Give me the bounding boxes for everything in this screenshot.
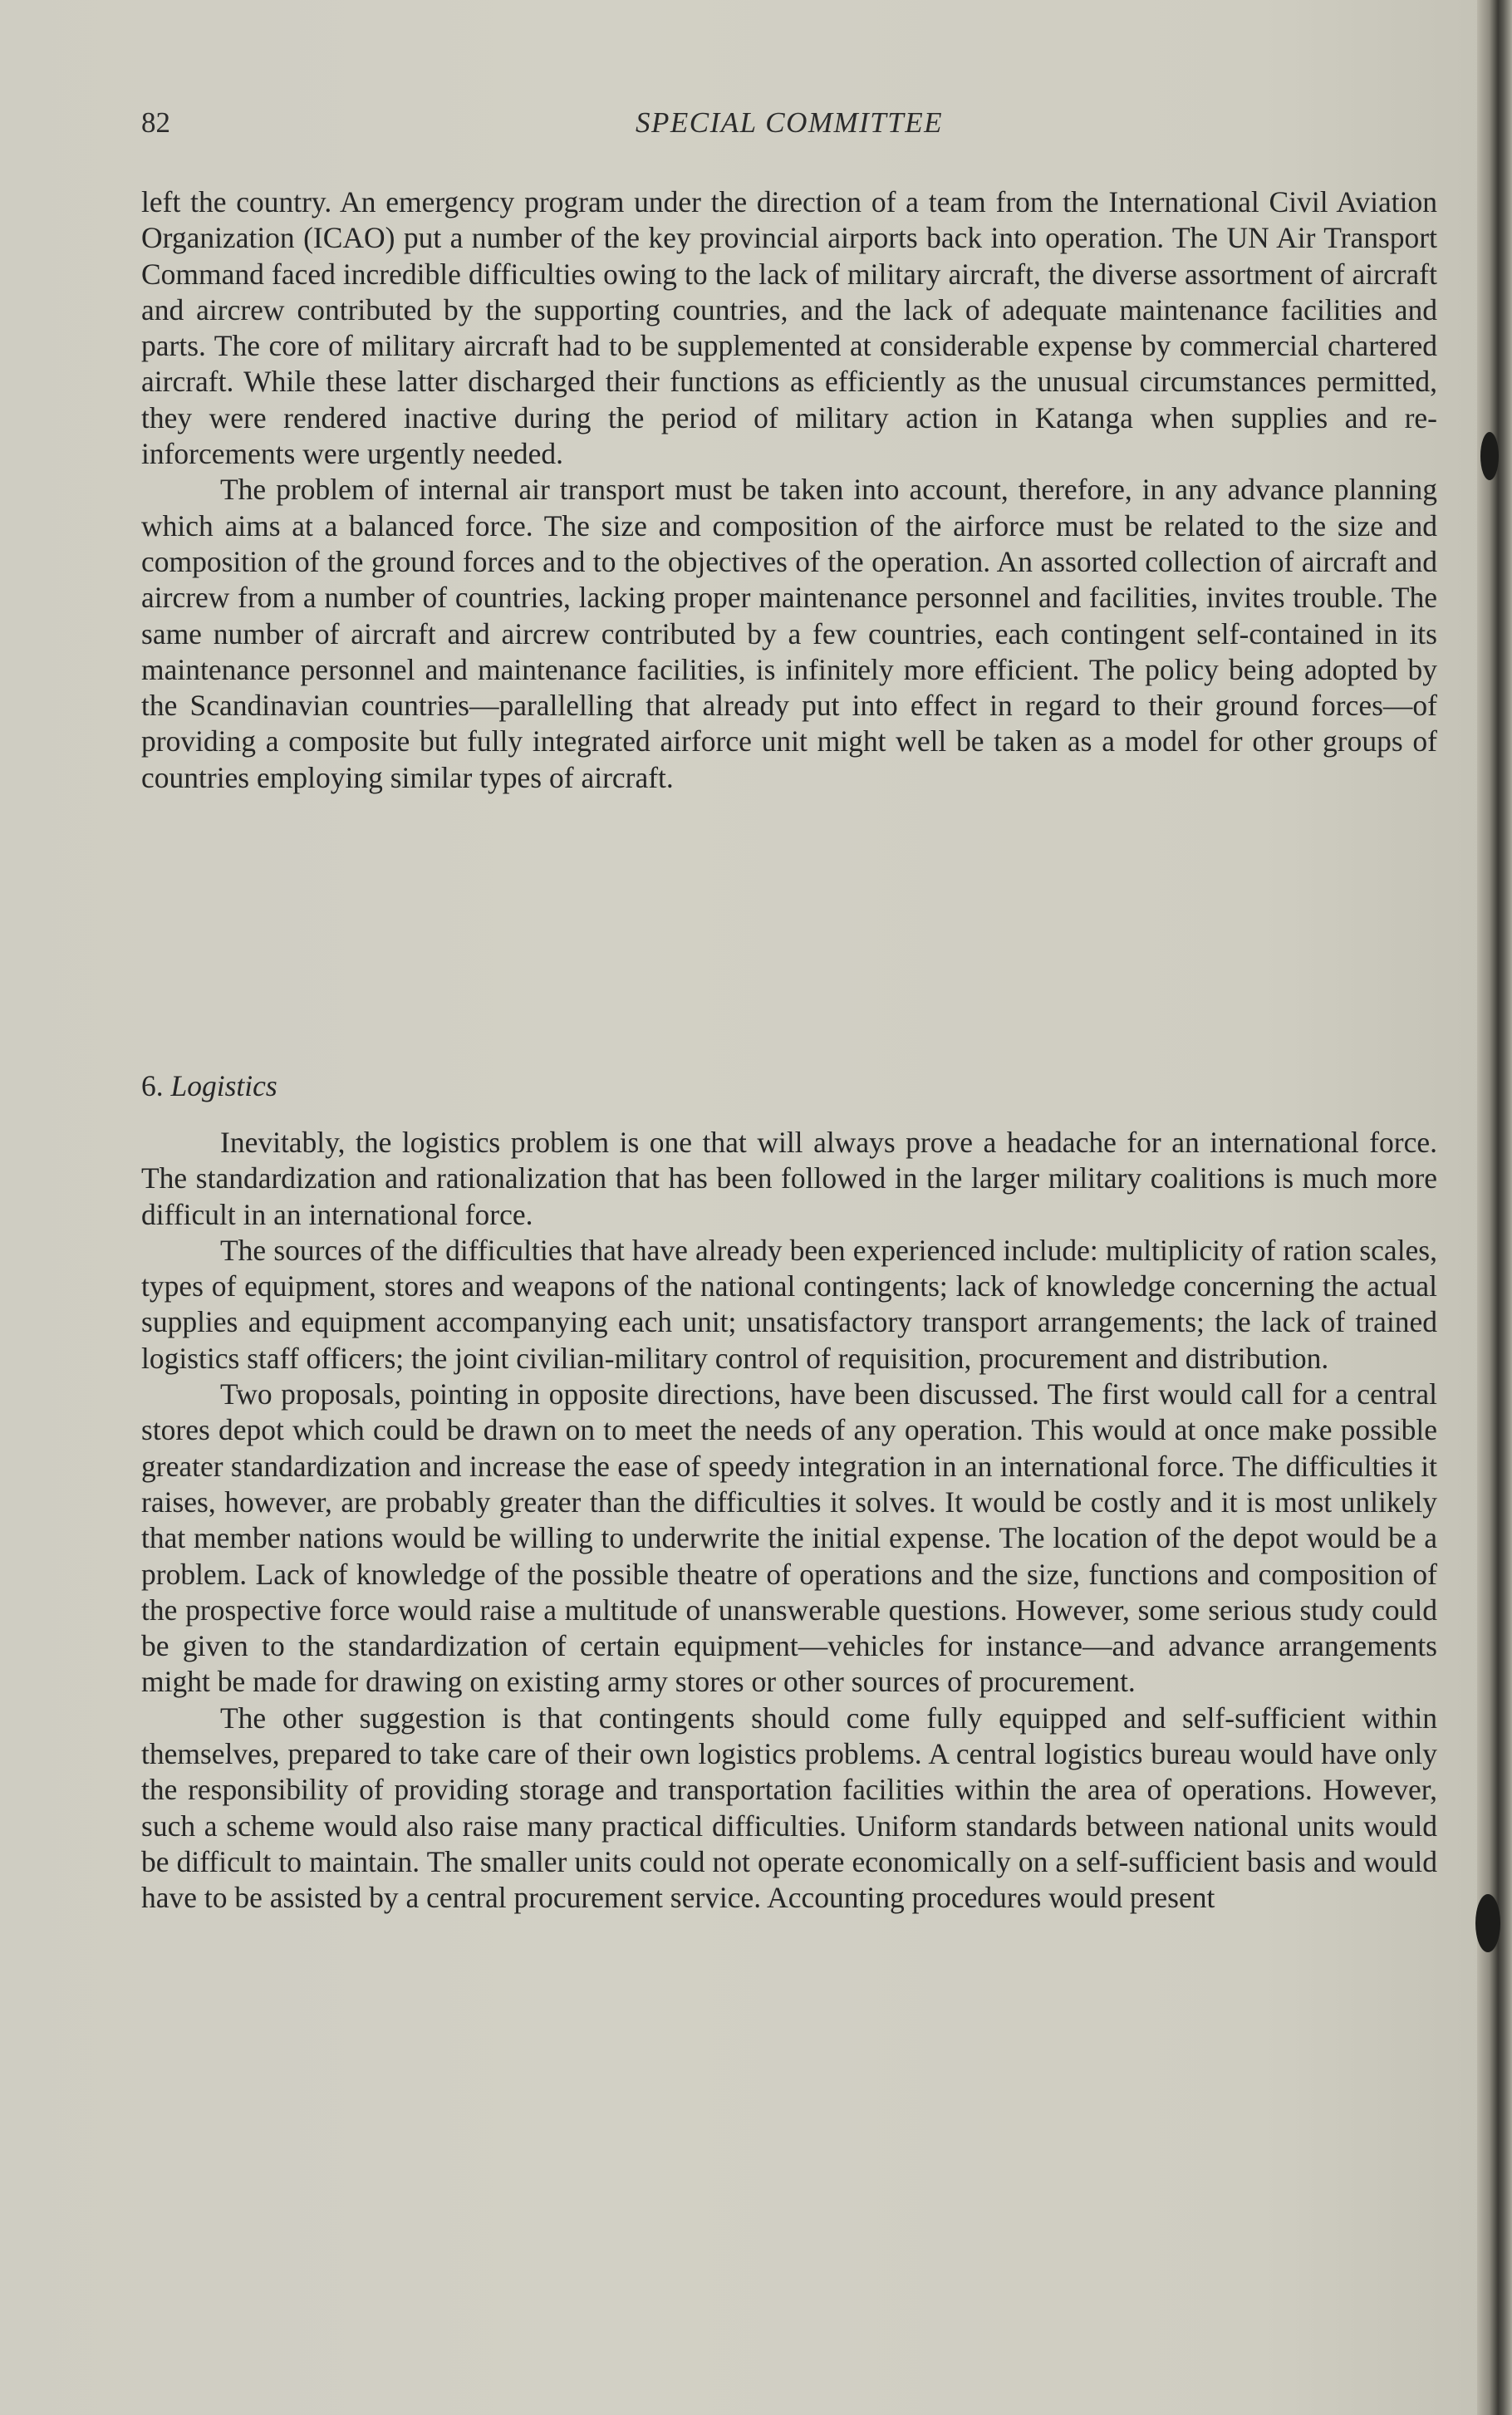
- page-header: [141, 106, 1437, 148]
- section-title: Logistics: [170, 1069, 277, 1102]
- paragraph: The other suggestion is that contingents should come fully equipped and self-sufficient within themselves, prepared to take care of their own logistics problems. A central logistics bureau would have only the responsibility of providing storage and transportation facilities within the area of operations. However, such a scheme would also raise many practical difficulties. Uniform standards between national units would be difficult to maintain. The smaller units could not operate economically on a self-sufficient basis and would have to be assisted by a central procurement service. Accounting procedures would present: [141, 1701, 1437, 1915]
- paragraph: The problem of internal air transport must be taken into account, therefore, in any advance planning which aims at a balanced force. The size and composition of the airforce must be related to the size and composition of the ground forces and to the objectives of the operation. An assorted collection of aircraft and aircrew from a number of countries, lacking proper maintenance personnel and facilities, invites trouble. The same number of aircraft and aircrew contributed by a few countries, each contingent self-contained in its maintenance personnel and maintenance facilities, is infinitely more efficient. The policy being adopted by the Scandinavian countries—parallelling that already put into effect in regard to their ground forces—of providing a composite but fully integrated airforce unit might well be taken as a model for other groups of countries employing similar types of aircraft.: [141, 473, 1437, 794]
- paragraph: Two proposals, pointing in opposite directions, have been discussed. The first would call for a central stores depot which could be drawn on to meet the needs of any operation. This would at once make possible greater standardization and increase the ease of speedy integration in an international force. The difficulties it raises, however, are probably greater than the difficulties it solves. It would be costly and it is most unlikely that member nations would be willing to underwrite the initial expense. The location of the depot would be a problem. Lack of knowledge of the possible theatre of operations and the size, functions and composition of the prospective force would raise a multitude of unanswerable questions. However, some serious study could be given to the standardization of certain equipment—vehicles for instance—and advance arrangements might be made for drawing on existing army stores or other sources of procurement.: [141, 1377, 1437, 1699]
- paragraph: The sources of the difficulties that have already been experienced include: multiplicity of ration scales, types of equipment, stores and weapons of the national contingents; lack of knowledge concerning the actual supplies and equipment accompanying each unit; unsatisfactory transport arrangements; the lack of trained logistics staff officers; the joint civilian-military control of requisition, procurement and distribution.: [141, 1233, 1437, 1375]
- page-number: 82: [141, 106, 170, 139]
- paragraph: Inevitably, the logistics problem is one that will always prove a headache for an international force. The standardization and rationalization that has been followed in the larger military coalitions is much more difficult in an international force.: [141, 1126, 1437, 1231]
- running-head: SPECIAL COMMITTEE: [636, 106, 943, 139]
- section-heading-logistics: [141, 1068, 277, 1103]
- section-body-air-transport: [141, 184, 1437, 796]
- binding-hole: [1475, 1894, 1500, 1952]
- paragraph: left the country. An emergency program under the direction of a team from the International Civil Aviation Organization (ICAO) put a number of the key provincial airports back into operation. The UN Air Transport Command faced incredible difficulties owing to the lack of military aircraft, the diverse assortment of aircraft and aircrew contributed by the supporting countries, and the lack of adequate maintenance facilities and parts. The core of military aircraft had to be supplemented at considerable expense by commercial chartered aircraft. While these latter discharged their functions as efficiently as the unusual circumstances permitted, they were rendered inactive during the period of military action in Katanga when supplies and re-inforcements were urgently needed.: [141, 185, 1437, 471]
- binding-hole: [1480, 432, 1499, 480]
- section-body-logistics: [141, 1125, 1437, 1917]
- book-spine-edge: [1477, 0, 1512, 2415]
- section-number: 6.: [141, 1069, 171, 1102]
